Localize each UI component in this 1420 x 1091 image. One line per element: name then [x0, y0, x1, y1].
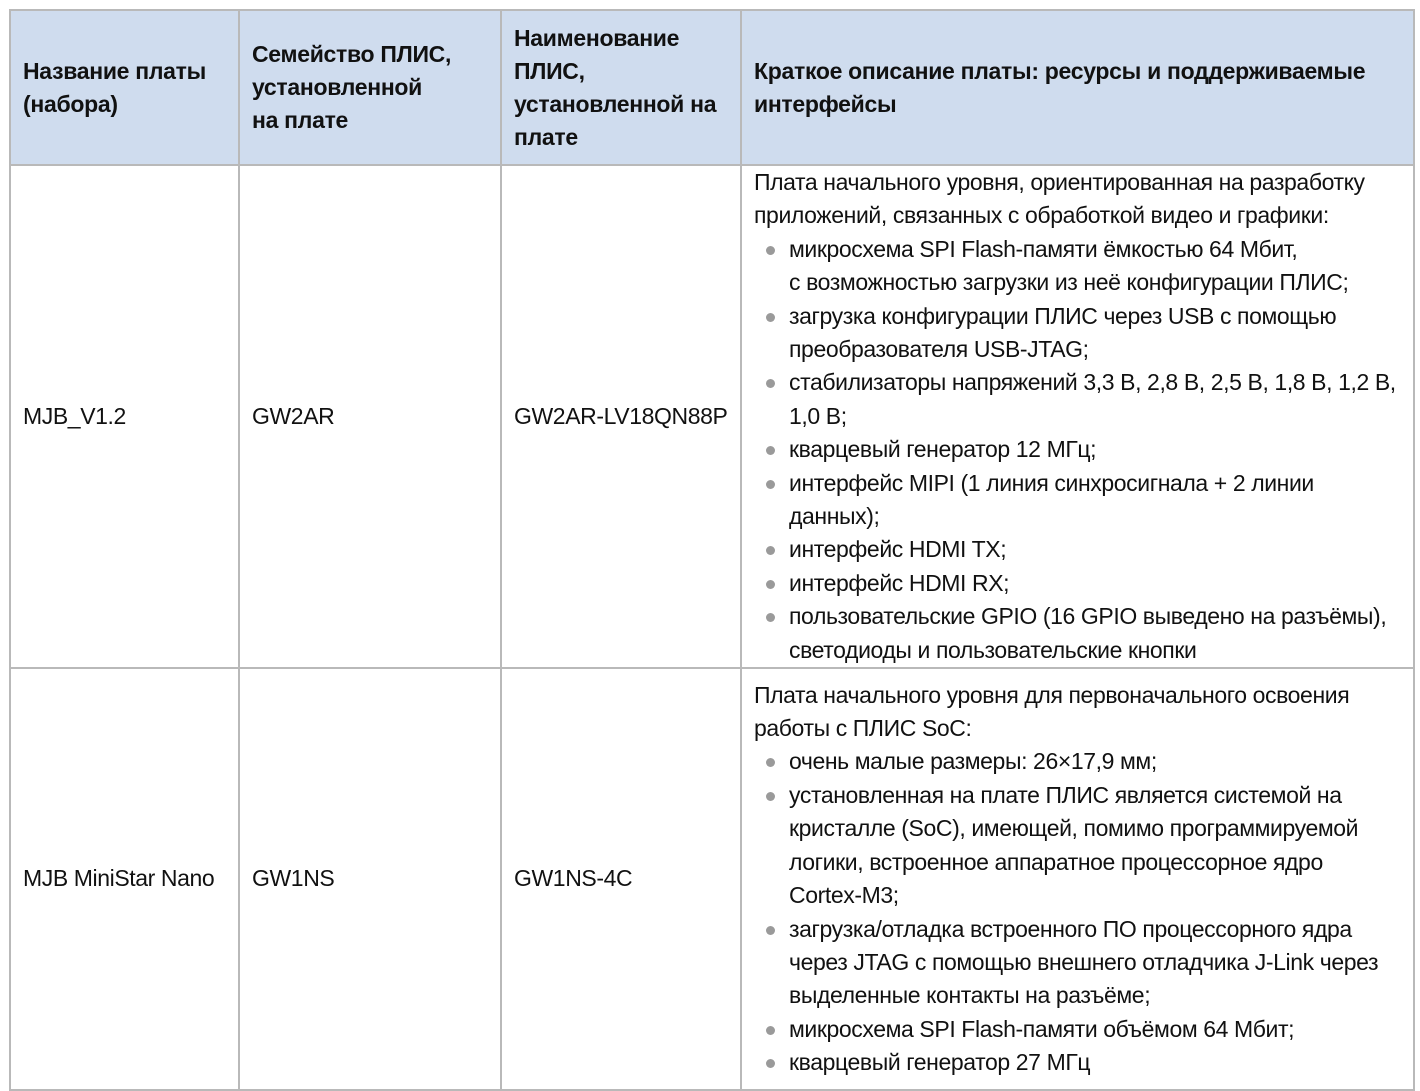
- list-item: кварцевый генератор 27 МГц: [789, 1046, 1403, 1079]
- feature-list: [754, 233, 1403, 667]
- list-item: микросхема SPI Flash-памяти объёмом 64 Мбит;: [789, 1013, 1403, 1046]
- cell-description: [741, 165, 1414, 668]
- feature-list: [754, 745, 1403, 1079]
- list-item: пользовательские GPIO (16 GPIO выведено на разъёмы), светодиоды и пользовательские кнопки: [789, 600, 1403, 667]
- list-item: загрузка/отладка встроенного ПО процессорного ядра через JTAG с помощью внешнего отладчика J-Link через выделенные контакты на разъёме;: [789, 913, 1403, 1013]
- list-item: установленная на плате ПЛИС является системой на кристалле (SoC), имеющей, помимо программируемой логики, встроенное аппаратное процессорное ядро Cortex-M3;: [789, 779, 1403, 913]
- list-item: загрузка конфигурации ПЛИС через USB с помощью преобразователя USB-JTAG;: [789, 300, 1403, 367]
- description-intro: Плата начального уровня для первоначального освоения работы с ПЛИС SoC:: [754, 681, 1350, 742]
- table-row: [10, 165, 1414, 668]
- header-fpga-family: Семейство ПЛИС, установленной на плате: [239, 10, 501, 165]
- cell-board-name: MJB_V1.2: [10, 165, 239, 668]
- list-item: кварцевый генератор 12 МГц;: [789, 433, 1403, 466]
- cell-description: [741, 668, 1414, 1090]
- list-item: интерфейс HDMI TX;: [789, 533, 1403, 566]
- header-description: Краткое описание платы: ресурсы и поддерживаемые интерфейсы: [741, 10, 1414, 165]
- table-header-row: [10, 10, 1414, 165]
- list-item: микросхема SPI Flash-памяти ёмкостью 64 Мбит, с возможностью загрузки из неё конфигурации ПЛИС;: [789, 233, 1403, 300]
- header-fpga-name: Наименование ПЛИС, установленной на плате: [501, 10, 741, 165]
- cell-fpga-family: GW1NS: [239, 668, 501, 1090]
- list-item: интерфейс MIPI (1 линия синхросигнала + 2 линии данных);: [789, 467, 1403, 534]
- list-item: интерфейс HDMI RX;: [789, 567, 1403, 600]
- header-board-name: Название платы (набора): [10, 10, 239, 165]
- cell-fpga-name: GW2AR-LV18QN88P: [501, 165, 741, 668]
- boards-table-container: [9, 9, 1413, 1078]
- table-row: [10, 668, 1414, 1090]
- list-item: стабилизаторы напряжений 3,3 В, 2,8 В, 2,5 В, 1,8 В, 1,2 В, 1,0 В;: [789, 366, 1403, 433]
- list-item: очень малые размеры: 26×17,9 мм;: [789, 745, 1403, 778]
- cell-fpga-name: GW1NS-4C: [501, 668, 741, 1090]
- boards-table: [9, 9, 1415, 1091]
- cell-board-name: MJB MiniStar Nano: [10, 668, 239, 1090]
- description-intro: Плата начального уровня, ориентированная на разработку приложений, связанных с обработкой видео и графики:: [754, 169, 1365, 229]
- cell-fpga-family: GW2AR: [239, 165, 501, 668]
